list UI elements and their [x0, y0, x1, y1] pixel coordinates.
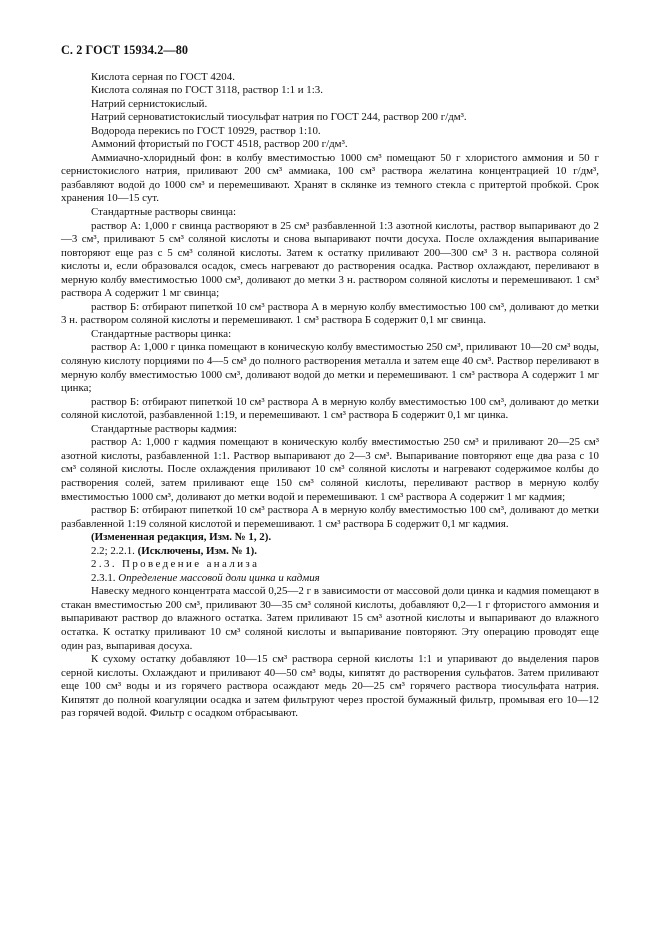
- reagent-sodium-sulfite: Натрий сернистокислый.: [91, 97, 208, 110]
- analysis-section-heading: 2.3. Проведение анализа: [91, 558, 260, 571]
- reagent-ammonium-fluoride: Аммоний фтористый по ГОСТ 4518, раствор 200 г/дм³.: [91, 138, 348, 151]
- excluded-clauses: [61, 545, 599, 559]
- ammonia-chloride-background: Аммиачно-хлоридный фон: в колбу вместимостью 1000 см³ помещают 50 г хлористого аммония и 50 г сернистокислого натрия, приливают 200 см³ аммиака, 100 см³ раствора желатина концентрацией 10 г/дм³, разбавляют водой до 1000 см³ и перемешивают. Хранят в склянке из темного стекла с притертой пробкой. Срок хранения 10—15 сут.: [61, 151, 599, 205]
- lead-standards-heading: Стандартные растворы свинца:: [91, 206, 237, 219]
- reagent-sulfuric-acid: Кислота серная по ГОСТ 4204.: [91, 70, 235, 83]
- revision-note: (Измененная редакция, Изм. № 1, 2).: [91, 531, 272, 544]
- clause-numbers: 2.2; 2.2.1.: [91, 544, 138, 557]
- zinc-standards-heading: Стандартные растворы цинка:: [91, 327, 232, 340]
- reagent-hydrochloric-acid: Кислота соляная по ГОСТ 3118, раствор 1:1 и 1:3.: [91, 84, 323, 97]
- subsection-title: Определение массовой доли цинка и кадмия: [118, 571, 320, 584]
- subsection-number: 2.3.1.: [91, 571, 119, 584]
- document-page: [61, 44, 599, 721]
- procedure-paragraph-1: Навеску медного концентрата массой 0,25—2 г в зависимости от массовой доли цинка и кадмия помещают в стакан вместимостью 200 см³, приливают 30—35 см³ соляной кислоты, добавляют 0,2—1 г фтористого аммония и выпаривают раствор до влажного остатка. Затем приливают 15 см³ азотной кислоты и выпаривают до влажного остатка. К остатку приливают 10 см³ соляной кислоты и выпаривание повторяют. Эту операцию проводят еще один раз, выпаривая досуха.: [61, 585, 599, 652]
- subsection-heading: [61, 572, 599, 586]
- lead-solution-b: раствор Б: отбирают пипеткой 10 см³ раствора А в мерную колбу вместимостью 100 см³, доливают до метки 3 н. раствором соляной кислоты и перемешивают. 1 см³ раствора Б содержит 0,1 мг свинца.: [61, 300, 599, 327]
- cadmium-solution-b: раствор Б: отбирают пипеткой 10 см³ раствора А в мерную колбу вместимостью 100 см³, доливают до метки разбавленной 1:19 соляной кислотой и перемешивают. 1 см³ раствора Б содержит 0,1 мг кадмия.: [61, 504, 599, 530]
- cadmium-solution-a: раствор А: 1,000 г кадмия помещают в коническую колбу вместимостью 250 см³ и приливают 20—25 см³ азотной кислоты, разбавленной 1:1. Раствор выпаривают до 2—3 см³. Выпаривание повторяют еще два раза с 10 см³ соляной кислоты. После охлаждения приливают 10 см³ соляной кислоты и нагревают содержимое колбы до растворения солей, затем приливают еще 150 см³ соляной кислоты, переливают раствор в мерную колбу вместимостью 1000 см³, доливают до метки водой и перемешивают. 1 см³ раствора А содержит 1 мг кадмия;: [61, 436, 599, 503]
- excluded-note: (Исключены, Изм. № 1).: [137, 544, 258, 557]
- zinc-solution-a: раствор А: 1,000 г цинка помещают в коническую колбу вместимостью 250 см³, приливают 10—20 см³ воды, соляную кислоту порциями по 4—5 см³ до полного растворения металла и затем еще 40 см³. Раствор переливают в мерную колбу вместимостью 1000 см³, доливают водой до метки и перемешивают. 1 см³ раствора А содержит 1 мг цинка;: [61, 341, 599, 395]
- lead-solution-a: раствор А: 1,000 г свинца растворяют в 25 см³ разбавленной 1:3 азотной кислоты, раствор выпаривают до 2—3 см³, приливают 5 см³ соляной кислоты и снова выпаривают почти досуха. После охлаждения выпаривание повторяют еще раз с 5 см³ соляной кислоты. Затем к остатку приливают 200—300 см³ 3 н. раствора соляной кислоты и, если образовался осадок, смесь нагревают до растворения осадка. Раствор охлаждают, переливают в мерную колбу вместимостью 1000 см³, доливают до метки 3 н. раствором соляной кислоты и перемешивают. 1 см³ раствора А содержит 1 мг свинца;: [61, 219, 599, 300]
- reagent-hydrogen-peroxide: Водорода перекись по ГОСТ 10929, раствор 1:10.: [91, 124, 321, 137]
- cadmium-standards-heading: Стандартные растворы кадмия:: [91, 422, 237, 435]
- zinc-solution-b: раствор Б: отбирают пипеткой 10 см³ раствора А в мерную колбу вместимостью 100 см³, доливают до метки соляной кислотой, разбавленной 1:19, и перемешивают. 1 см³ раствора Б содержит 0,1 мг цинка.: [61, 395, 599, 422]
- page-header: С. 2 ГОСТ 15934.2—80: [61, 43, 189, 57]
- reagent-sodium-thiosulfate: Натрий серноватистокислый тиосульфат натрия по ГОСТ 244, раствор 200 г/дм³.: [91, 111, 467, 124]
- procedure-paragraph-2: К сухому остатку добавляют 10—15 см³ раствора серной кислоты 1:1 и упаривают до выделения паров серной кислоты. Охлаждают и приливают 40—50 см³ воды, кипятят до растворения сульфатов. Затем приливают еще 100 см³ воды и из горячего раствора осаждают медь 20—25 см³ горячего раствора тиосульфата натрия. Кипятят до полной коагуляции осадка и затем фильтруют через простой бумажный фильтр, промывая его 10—12 раз горячей водой. Фильтр с осадком отбрасывают.: [61, 653, 599, 720]
